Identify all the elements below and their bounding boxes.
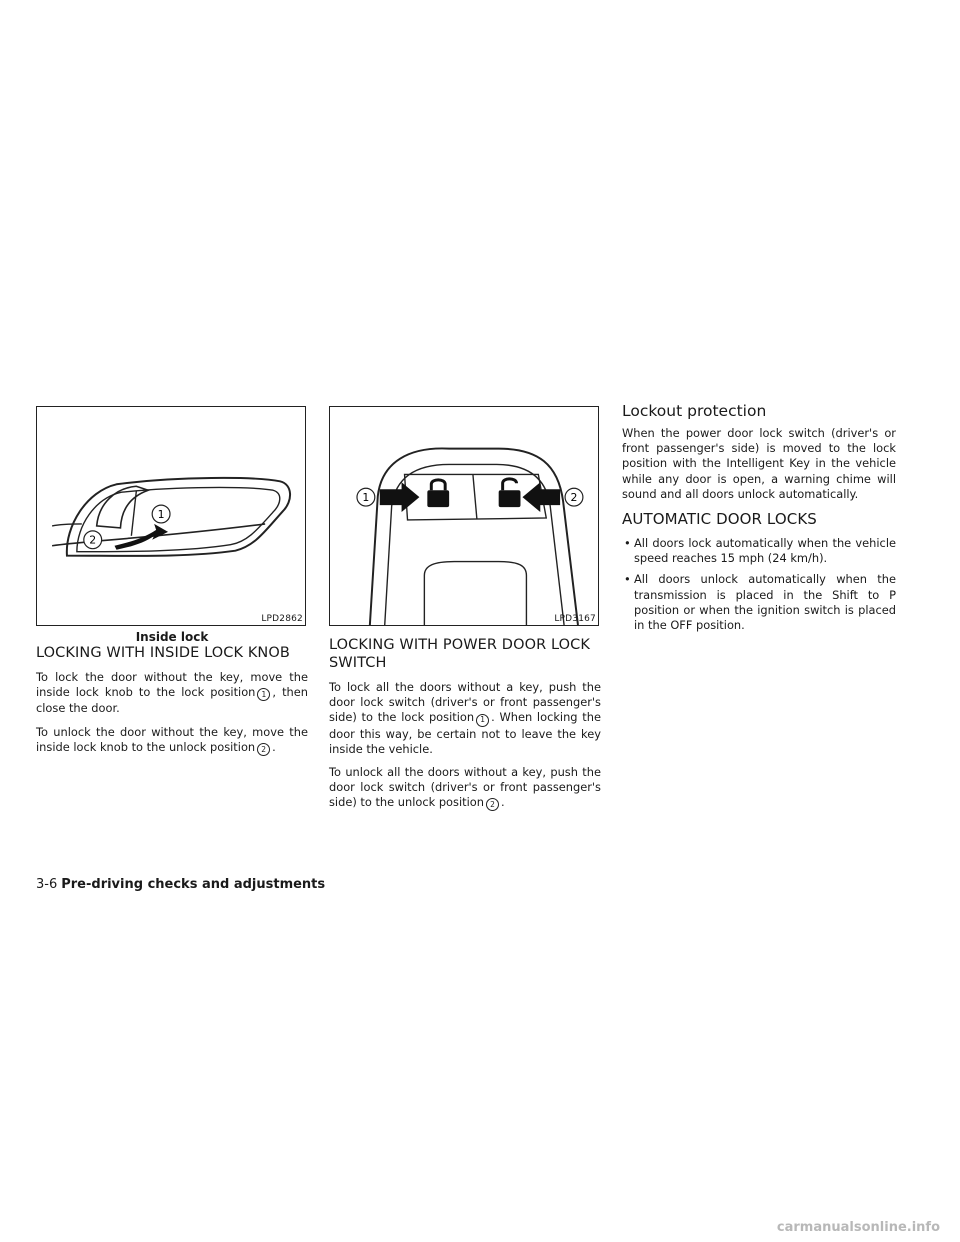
section-heading: LOCKING WITH POWER DOOR LOCK SWITCH: [329, 637, 590, 671]
svg-text:2: 2: [570, 491, 578, 505]
callout-1: [152, 505, 170, 523]
callout-1: [357, 488, 375, 506]
column-power-door-lock: [329, 406, 601, 819]
svg-text:1: 1: [157, 507, 165, 521]
position-1-icon: 1: [257, 688, 270, 701]
figure-code: LPD3167: [554, 614, 596, 624]
unlock-icon: [499, 479, 521, 507]
position-1-icon: 1: [476, 714, 489, 727]
section-heading: LOCKING WITH INSIDE LOCK KNOB: [36, 645, 290, 661]
paragraph: To unlock the door without the key, move the inside lock knob to the unlock position 2 .: [36, 725, 308, 756]
callout-2: [565, 488, 583, 506]
column-inside-lock: [36, 406, 308, 764]
figure-code: LPD2862: [261, 614, 303, 624]
callout-2: [84, 531, 102, 549]
position-2-icon: 2: [257, 743, 270, 756]
svg-text:1: 1: [362, 491, 370, 505]
arrow-right-icon: [380, 482, 420, 512]
paragraph: When the power door lock switch (driver's or front passenger's side) is moved to the lock position with the Intelligent Key in the vehicle while any door is open, a warning chime will sound and all doors unlock automatically.: [622, 426, 896, 501]
paragraph: To unlock all the doors without a key, push the door lock switch (driver's or front passenger's side) to the unlock position 2 .: [329, 765, 601, 812]
bullet-list: [622, 536, 896, 633]
list-item: • All doors lock automatically when the vehicle speed reaches 15 mph (24 km/h).: [622, 536, 896, 566]
paragraph: To lock the door without the key, move the inside lock knob to the lock position 1 , then close the door.: [36, 670, 308, 716]
figure-power-lock: [329, 406, 599, 626]
page-number: 3-6: [36, 877, 58, 892]
section-title: Pre-driving checks and adjustments: [61, 877, 326, 892]
section-heading: AUTOMATIC DOOR LOCKS: [622, 510, 817, 529]
subsection-heading: Lockout protection: [622, 402, 767, 420]
figure-inside-lock: [36, 406, 306, 626]
figure-caption: Inside lock: [135, 630, 209, 644]
paragraph: To lock all the doors without a key, push the door lock switch (driver's or front passenger's side) to the lock position 1 . When locking the door this way, be certain not to leave the key inside the vehicle.: [329, 680, 601, 756]
arrow-left-icon: [522, 482, 560, 512]
column-lockout-protection: [622, 402, 896, 639]
lock-icon: [427, 480, 449, 507]
page-footer: [36, 877, 325, 892]
power-lock-switch-illustration: [330, 407, 598, 625]
position-2-icon: 2: [486, 798, 499, 811]
inside-lock-illustration: [37, 407, 305, 625]
watermark: carmanualsonline.info: [776, 1220, 940, 1235]
svg-text:2: 2: [89, 533, 97, 547]
list-item: • All doors unlock automatically when the transmission is placed in the Shift to P position or when the ignition switch is placed in the OFF position.: [622, 572, 896, 633]
